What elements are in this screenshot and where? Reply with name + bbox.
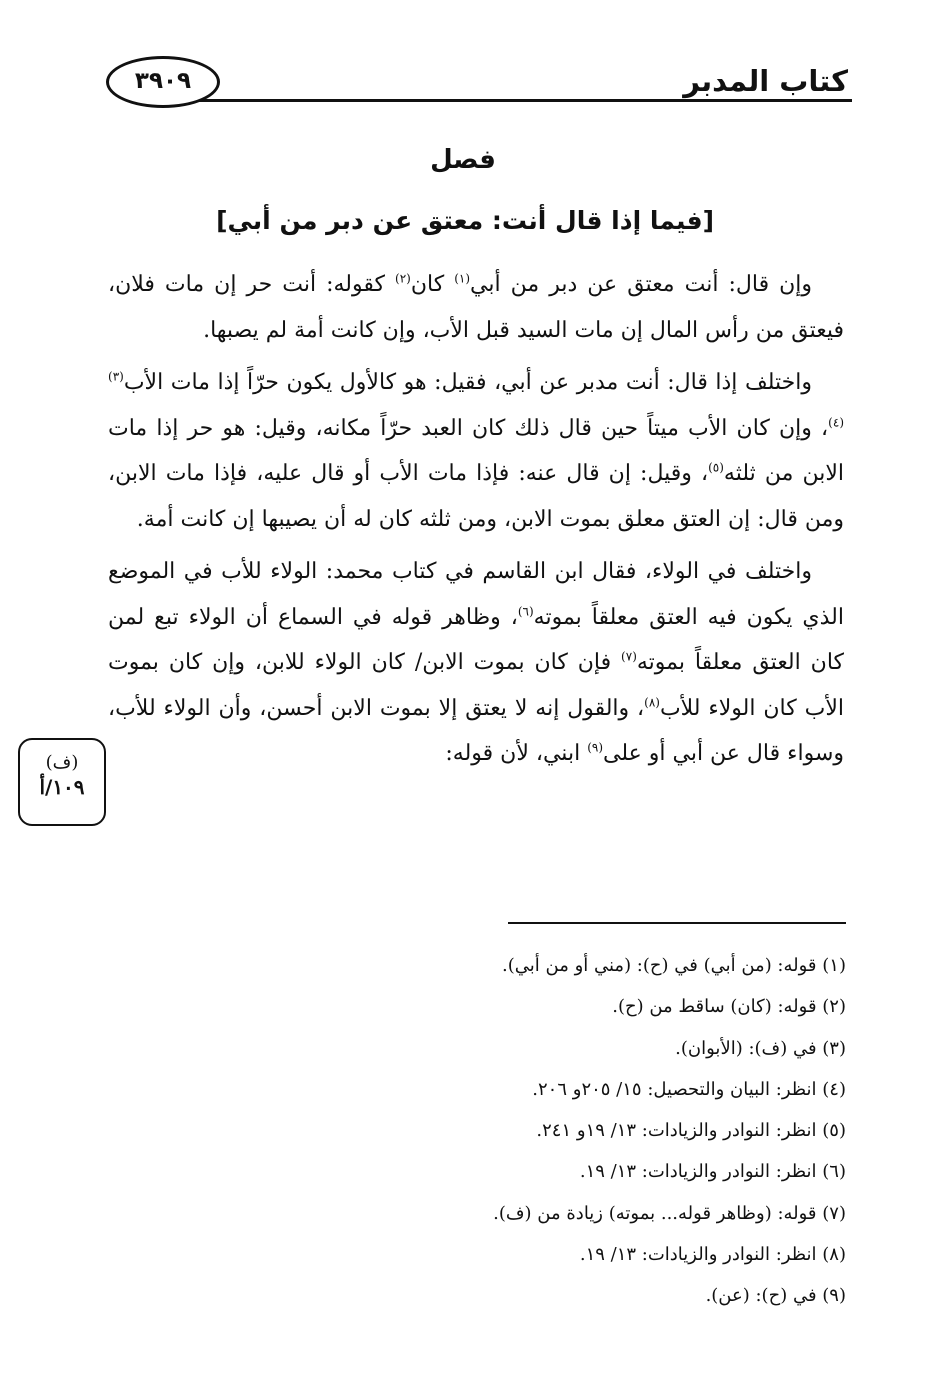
footnote: (٥) انظر: النوادر والزيادات: ١٣/ ١٩و ٢٤١. [536,1120,846,1142]
text-run: ، وظاهر قوله في السماع أن الولاء تبع لمن كان العتق معلقاً بموته [108,604,844,675]
footnote: (٧) قوله: (وظاهر قوله... بموته) زيادة من (ف). [493,1202,846,1224]
header-rule [198,99,852,102]
footnote: (٨) انظر: النوادر والزيادات: ١٣/ ١٩. [579,1244,846,1266]
text-run: ، والقول إنه لا يعتق إلا بموت الابن أحسن، وأن الولاء للأب، وسواء قال عن أبي أو على [108,695,844,766]
footnote: (٩) في (ح): (عن). [705,1285,846,1307]
text-run: وإن قال: أنت معتق عن دبر من أبي [470,272,813,297]
text-run: ، وقيل: إن قال عنه: فإذا مات الأب أو قال عليه، فإذا مات الابن، ومن قال: إن العتق معلق بموت الابن، ومن ثلثه كان له أن يصيبها إن كانت أمة. [108,461,844,532]
footnote: (٣) في (ف): (الأبوان). [675,1037,846,1059]
text-run: ، وإن كان الأب ميتاً حين قال ذلك كان العبد حرّاً مكانه، وقيل: هو حر إذا مات الابن من ثلثه [108,415,844,486]
footnote: (٢) قوله: (كان) ساقط من (ح). [612,996,846,1018]
sub-heading: [فيما إذا قال أنت: معتق عن دبر من أبي] [216,206,714,235]
footnote-ref: (٨) [644,695,660,710]
footnote-ref: (٢) [395,271,411,286]
footnote-divider [508,922,846,924]
section-heading: فصل [430,145,496,175]
folio-number: ١٠٩/أ [39,775,85,799]
footnotes [106,945,846,1317]
text-run: كان [410,272,455,297]
paragraph [108,262,844,353]
footnote: (٦) انظر: النوادر والزيادات: ١٣/ ١٩. [579,1161,846,1183]
text-run: فإن كان بموت الابن/ كان الولاء للابن، وإن كان بموت الأب كان الولاء للأب [108,650,844,721]
text-run: واختلف إذا قال: أنت مدبر عن أبي، فقيل: هو كالأول يكون حرّاً إذا مات الأب [123,370,812,395]
body-text [108,262,844,784]
footnote-ref: (٧) [621,649,637,664]
footnote-ref: (١) [454,271,471,286]
footnote-ref: (٦) [517,604,534,619]
manuscript-siglum: (ف) [45,752,79,773]
footnote: (٤) انظر: البيان والتحصيل: ١٥/ ٢٠٥و ٢٠٦. [532,1078,846,1100]
book-title: كتاب المدبر [683,64,848,98]
paragraph [108,360,844,542]
paragraph [108,549,844,777]
page-header [98,42,852,112]
text-run: كقوله: أنت حر إن مات فلان، فيعتق من رأس المال إن مات السيد قبل الأب، وإن كانت أمة لم يصبها. [108,272,844,343]
footnote-ref: (٥) [708,460,724,475]
text-run: واختلف في الولاء، فقال ابن القاسم في كتاب محمد: الولاء للأب في الموضع الذي يكون فيه العتق معلقاً بموته [108,559,844,630]
text-run: ابني، لأن قوله: [445,741,588,766]
footnote-ref: (٩) [587,740,604,755]
footnote: (١) قوله: (من أبي) في (ح): (مني أو من أبي). [502,955,846,976]
manuscript-folio-marker [18,738,106,826]
page-number-badge [106,56,220,108]
page-number: ٣٩٠٩ [134,68,192,94]
footnote-ref: (٣)(٤) [108,369,844,430]
